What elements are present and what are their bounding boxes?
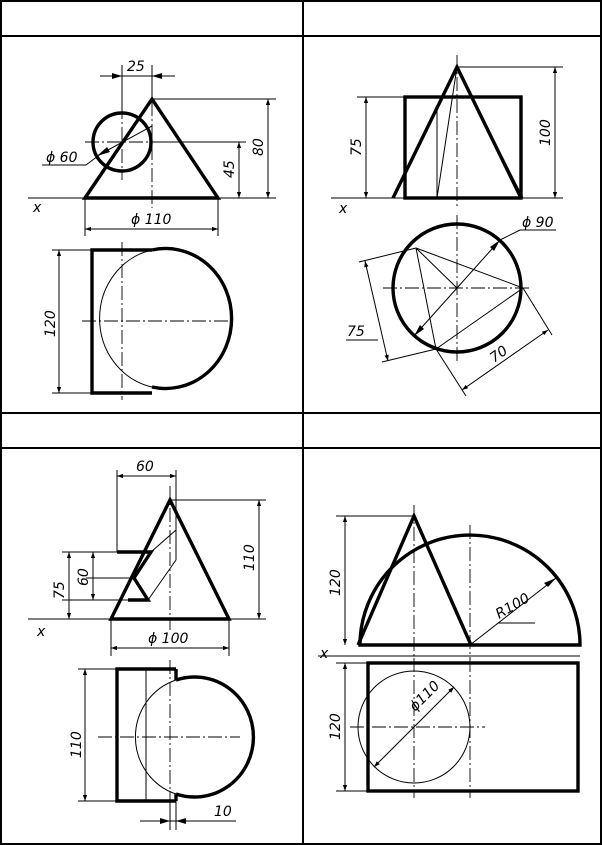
- dim-label-75: 75: [52, 581, 68, 599]
- dim-label-120: 120: [43, 310, 59, 337]
- dim-label-60-top: 60: [136, 459, 154, 475]
- dim-label-70: 70: [487, 342, 511, 367]
- panel-top-left: [28, 59, 276, 400]
- dim-label-120-plan: 120: [328, 713, 344, 740]
- dim-label-60-side: 60: [76, 568, 92, 586]
- dim-label-phi110: ϕ110: [406, 678, 444, 715]
- dim-label-45: 45: [222, 160, 238, 178]
- axis-label: x: [320, 646, 329, 662]
- dim-label-75: 75: [349, 138, 365, 156]
- dim-label-r100: R100: [493, 590, 533, 623]
- dim-label-25: 25: [127, 59, 145, 75]
- dim-label-110-plan: 110: [69, 731, 85, 758]
- dim-label-120: 120: [328, 569, 344, 596]
- axis-label: x: [37, 624, 46, 640]
- panel-top-right: [331, 55, 563, 396]
- sphere-plan-view: [152, 249, 232, 389]
- dim-label-phi100: ϕ 100: [148, 631, 189, 647]
- dim-label-phi110: ϕ 110: [131, 212, 172, 228]
- dim-label-75-plan: 75: [347, 324, 365, 340]
- dim-label-10: 10: [214, 804, 232, 820]
- panel-bottom-right: [318, 505, 580, 798]
- dim-label-100: 100: [538, 119, 554, 146]
- dim-label-80: 80: [251, 138, 267, 156]
- prism-front-view: [405, 97, 521, 198]
- dim-label-110: 110: [242, 544, 258, 571]
- dim-label-phi60: ϕ 60: [46, 150, 78, 166]
- axis-label: x: [33, 200, 42, 216]
- axis-label: x: [339, 201, 348, 217]
- panel-bottom-left: [28, 459, 266, 830]
- dim-label-phi90: ϕ 90: [522, 215, 554, 231]
